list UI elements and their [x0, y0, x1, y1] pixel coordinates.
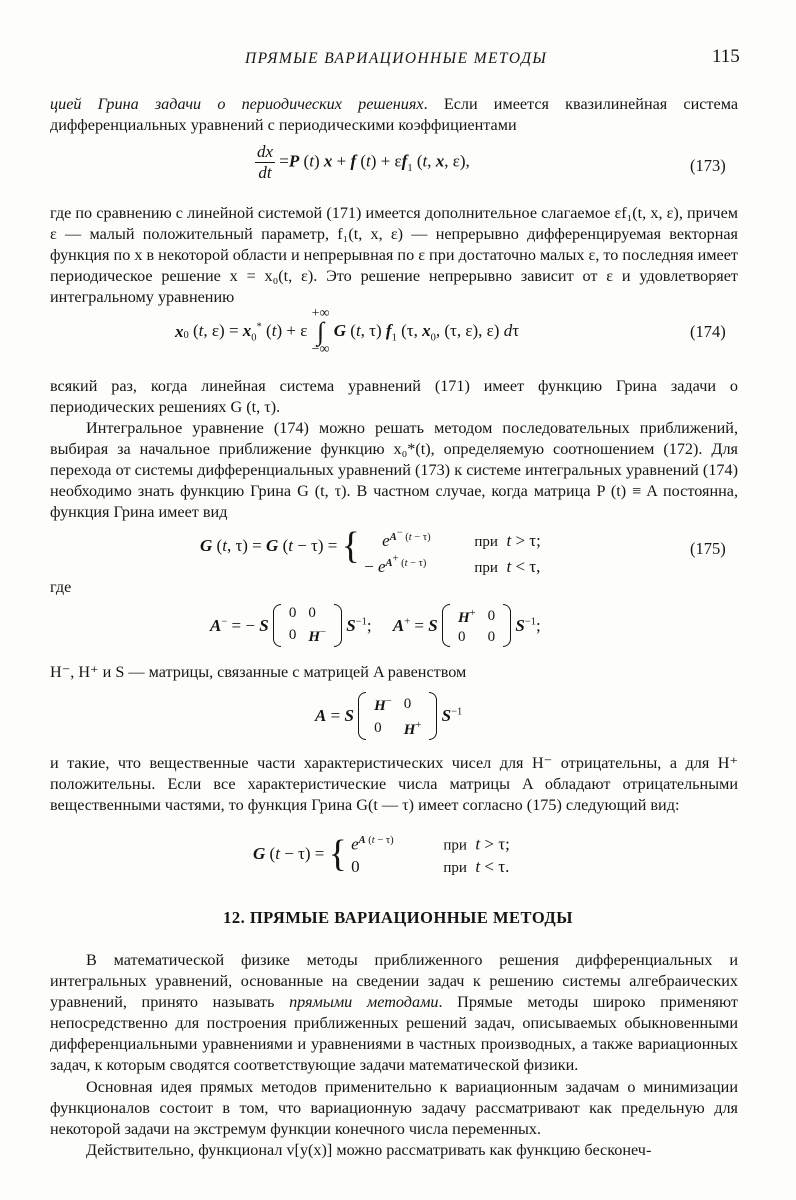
paragraph-5: H⁻, H⁺ и S — матрицы, связанные с матрицей A равенством: [50, 663, 467, 681]
paragraph-2: где по сравнению с линейной системой (171) имеется дополнительное слагаемое εf₁(t, x, ε), причем ε — малый положительный параметр, f₁(t, x, ε) — непрерывно дифференцируемая векторная функция по x в некоторой области и непрерывная по ε при достаточно малых ε, то последняя имеет периодическое решение x = x₀(t, ε). Это решение непрерывно зависит от ε и удовлетворяет интегральному уравнению: [50, 204, 738, 306]
equation-173-label: (173): [690, 156, 726, 175]
where-word: где: [50, 578, 72, 596]
equation-a-minus-a-plus: A− = − S 0 0 0 H− $S^{-1}$; A+ = S H+ 0 0 0 $S^{-1}$;: [210, 605, 541, 645]
stable-case1-cond: при: [443, 837, 467, 854]
direct-methods-term: прямыми методами: [289, 993, 439, 1011]
paragraph-7-part2: . Прямые методы широко применяют непосредственно для построения приближенных решений задач, описываемых обыкновенными дифференциальными уравнениями и уравнениями в частных производных, а также вариационных задач, к которым сводятся соответствующие задачи математической физики.: [50, 993, 739, 1074]
equation-175: G (t, τ) = G (t − τ) = { $e^{A^- (t - \tau)}$ при t > τ; − $e^{A^+ (t - \tau)}$ при t < τ,: [200, 525, 541, 577]
equation-173: $\frac{dx}{dt}$ =P (t) x + f $(t) + \varepsilon f_1$ (t, x, ε),: [257, 142, 470, 182]
paragraph-9: Действительно, функционал v[y(x)] можно рассматривать как функцию бесконеч-: [86, 1141, 652, 1159]
equation-174-label: (174): [690, 322, 726, 341]
paragraph-8: Основная идея прямых методов применительно к вариационным задачам о минимизации функционалов состоит в том, что вариационную задачу рассматривают как предельную для некоторой задачи на экстремум функции конечного числа переменных.: [50, 1078, 738, 1138]
equation-green-stable: G (t − τ) = { $e^{A (t - \tau)}$ при t > τ; 0 при t < τ.: [253, 828, 510, 880]
paragraph-7: [50, 950, 738, 1076]
zero-value: 0: [351, 857, 360, 876]
green-function-term: цией Грина задачи о периодических решениях: [50, 95, 424, 113]
case2-cond: при: [474, 560, 498, 577]
section-title: 12. ПРЯМЫЕ ВАРИАЦИОННЫЕ МЕТОДЫ: [223, 908, 573, 927]
equation-174: $x_0$ (t, $\varepsilon) = x_0^*$ (t) + ε +∞ ∫ −∞ G (t, τ) $f_1$ (τ, $x_0$, (τ, ε), ε) dτ: [175, 306, 520, 357]
paragraph-7-part1: В математической физике методы приближенного решения дифференциальных и интегральных уравнений, основанные на сведении задач к решению системы алгебраических уравнений, принято называть: [50, 951, 738, 1011]
paragraph-1-text: . Если имеется квазилинейная система дифференциальных уравнений с периодическими коэффициентами: [50, 95, 739, 134]
equation-a-decomposition: A = S H− 0 0 H+ $S^{-1}$: [315, 692, 462, 740]
stable-case2-cond: при: [443, 860, 467, 876]
lower-limit: −∞: [311, 342, 330, 357]
equation-175-label: (175): [690, 539, 726, 558]
running-title: ПРЯМЫЕ ВАРИАЦИОННЫЕ МЕТОДЫ: [245, 50, 548, 67]
upper-limit: +∞: [311, 306, 330, 321]
case1-cond: при: [474, 534, 498, 551]
paragraph-4: Интегральное уравнение (174) можно решать методом последовательных приближений, выбирая за начальное приближение функцию x₀*(t), определяемую соотношением (172). Для перехода от системы дифференциальных уравнений (173) к системе интегральных уравнений (174) необходимо знать функцию Грина G (t, τ). В частном случае, когда матрица P (t) ≡ A постоянна, функция Грина имеет вид: [50, 419, 738, 521]
paragraph-3: всякий раз, когда линейная система уравнений (171) имеет функцию Грина задачи о периодических решениях G (t, τ).: [50, 377, 738, 416]
paragraph-6: и такие, что вещественные части характеристических чисел для H⁻ отрицательны, а для H⁺ положительны. Если все характеристические числа матрицы A обладают отрицательными вещественными частями, то функция Грина G(t — τ) имеет согласно (175) следующий вид:: [50, 754, 738, 814]
page-header: [0, 46, 796, 74]
page-number: 115: [712, 46, 740, 67]
paragraph-1: [50, 94, 738, 136]
